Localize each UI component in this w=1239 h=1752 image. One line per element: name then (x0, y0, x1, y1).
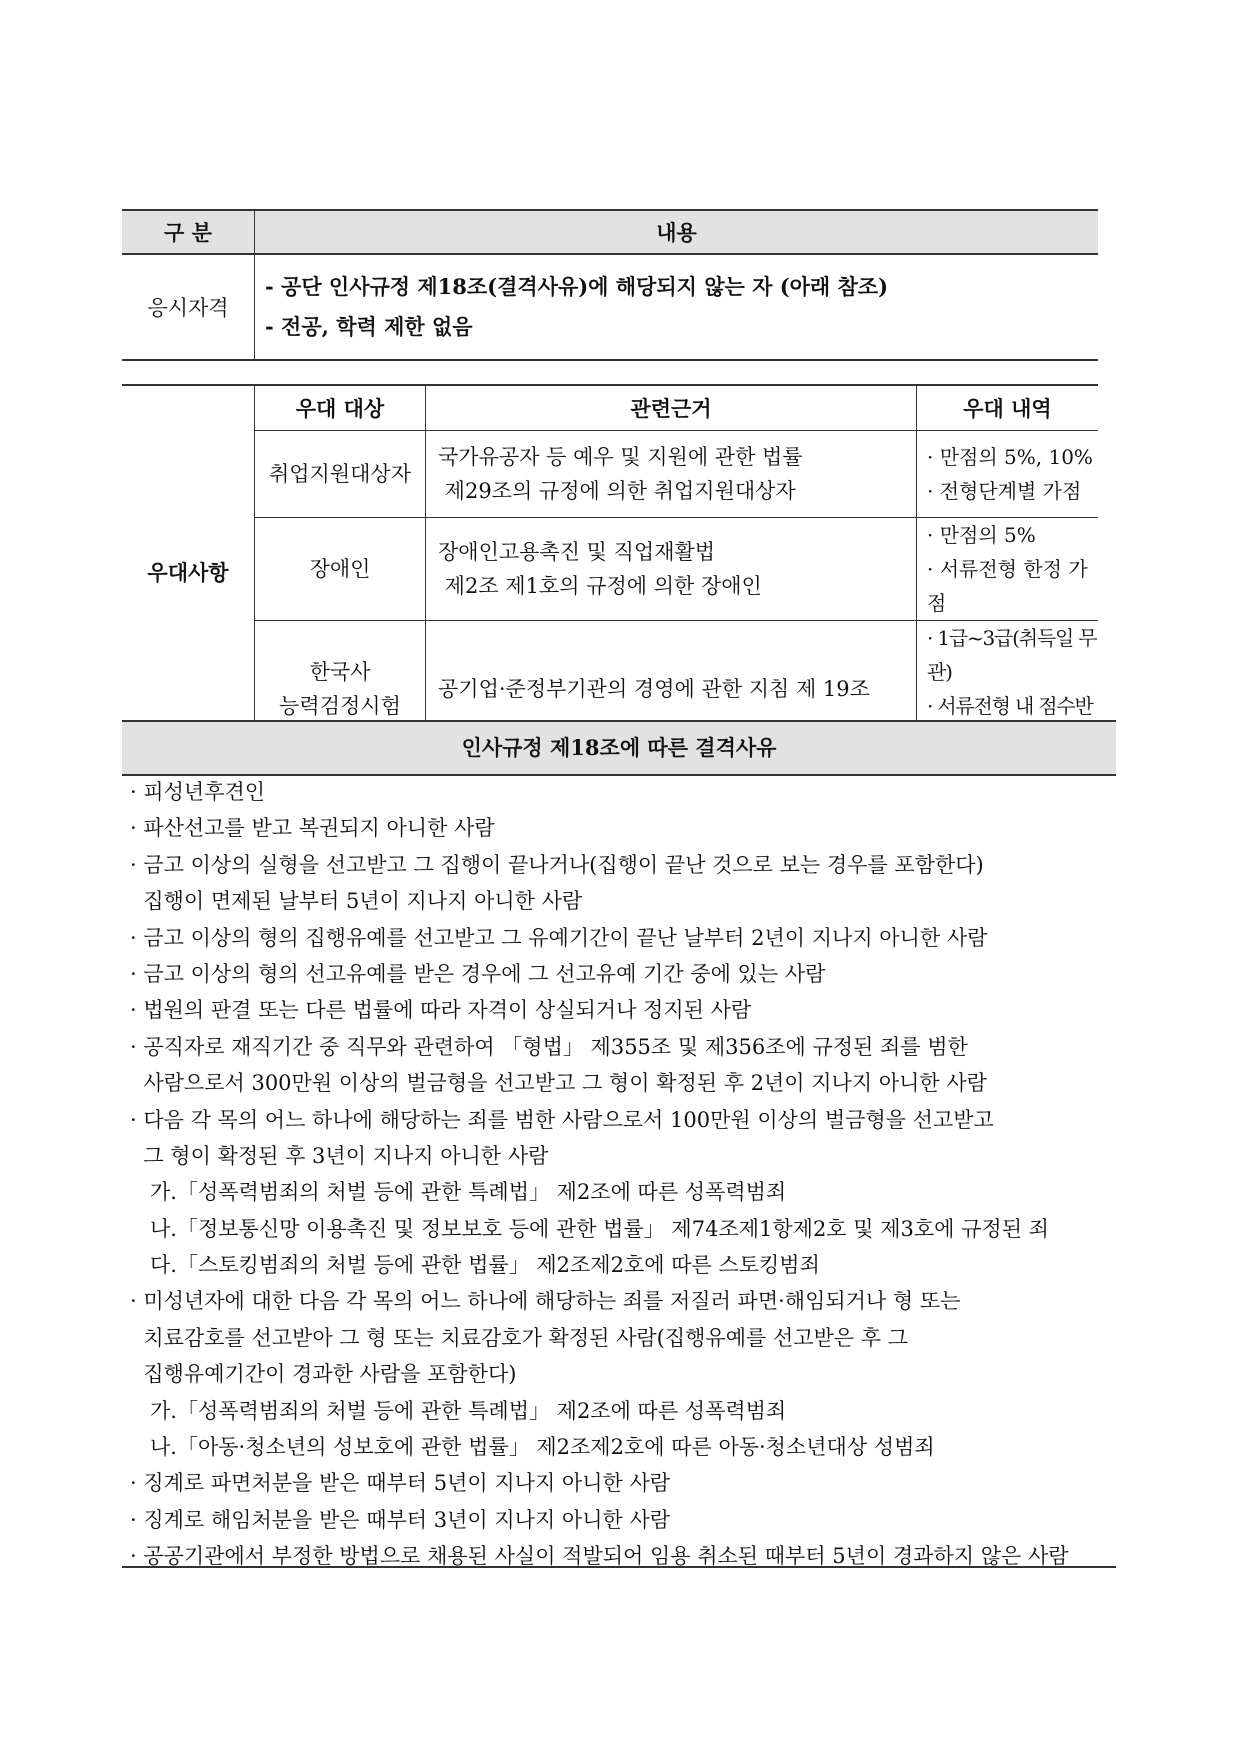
preference-label: 우대사항 (122, 385, 255, 758)
disqualification-line: · 징계로 파면처분을 받은 때부터 5년이 지나지 아니한 사람 (130, 1471, 671, 1496)
header-basis: 관련근거 (426, 385, 917, 431)
disqualification-line: · 금고 이상의 실형을 선고받고 그 집행이 끝나거나(집행이 끝난 것으로 보는 경우를 포함한다) (130, 852, 984, 877)
preference-header-row (122, 385, 1098, 431)
disqualification-line: 가.「성폭력범죄의 처벌 등에 관한 특례법」 제2조에 따른 성폭력범죄 (130, 1180, 787, 1205)
disqualification-line: · 다음 각 목의 어느 하나에 해당하는 죄를 범한 사람으로서 100만원 이상의 벌금형을 선고받고 (130, 1107, 994, 1132)
disqualification-line: · 공공기관에서 부정한 방법으로 채용된 사실이 적발되어 임용 취소된 때부터 5년이 경과하지 않은 사람 (130, 1544, 1069, 1569)
preference-detail (917, 431, 1099, 518)
preference-basis (426, 518, 917, 621)
preference-table (122, 384, 1098, 759)
disqualification-line: · 징계로 해임처분을 받은 때부터 3년이 지나지 아니한 사람 (130, 1507, 671, 1532)
preference-row (122, 518, 1098, 621)
qualification-content (255, 254, 1099, 360)
disqualification-line: 그 형이 확정된 후 3년이 지나지 아니한 사람 (130, 1143, 549, 1168)
preference-target (255, 518, 426, 621)
detail-line: · 서류전형 내 점수반 (927, 694, 1093, 718)
qualification-row (122, 254, 1098, 360)
qualification-label: 응시자격 (122, 254, 255, 360)
disqualification-line: · 금고 이상의 형의 선고유예를 받은 경우에 그 선고유예 기간 중에 있는 사람 (130, 961, 826, 986)
disqualification-title: 인사규정 제18조에 따른 결격사유 (122, 720, 1116, 776)
detail-line: · 전형단계별 가점 (927, 479, 1082, 503)
disqualification-line: 다.「스토킹범죄의 처벌 등에 관한 법률」 제2조제2호에 따른 스토킹범죄 (130, 1253, 820, 1278)
basis-line: 공기업·준정부기관의 경영에 관한 지침 제 19조 (438, 677, 870, 701)
header-category: 구 분 (122, 210, 255, 254)
detail-line: · 1급~3급(취득일 무관) (927, 626, 1097, 684)
basis-line: 국가유공자 등 예우 및 지원에 관한 법률 (438, 445, 803, 469)
detail-line: · 만점의 5%, 10% (927, 445, 1093, 469)
basis-line: 제29조의 규정에 의한 취업지원대상자 (438, 479, 796, 503)
disqualification-line: 나.「정보통신망 이용촉진 및 정보보호 등에 관한 법률」 제74조제1항제2호 및 제3호에 규정된 죄 (130, 1216, 1049, 1241)
basis-line: 장애인고용촉진 및 직업재활법 (438, 540, 716, 564)
qualification-header-row (122, 210, 1098, 254)
disqualification-line: · 금고 이상의 형의 집행유예를 선고받고 그 유예기간이 끝난 날부터 2년이 지나지 아니한 사람 (130, 925, 988, 950)
detail-line: · 서류전형 한정 가점 (927, 557, 1088, 615)
disqualification-line: · 법원의 판결 또는 다른 법률에 따라 자격이 상실되거나 정지된 사람 (130, 998, 752, 1023)
disqualification-line: 치료감호를 선고받아 그 형 또는 치료감호가 확정된 사람(집행유예를 선고받은 후 그 (130, 1325, 909, 1350)
preference-detail (917, 518, 1099, 621)
target-line: 능력검정시험 (279, 694, 401, 718)
disqualification-line: 사람으로서 300만원 이상의 벌금형을 선고받고 그 형이 확정된 후 2년이 지나지 아니한 사람 (130, 1071, 987, 1096)
target-line: 취업지원대상자 (268, 462, 411, 486)
preference-row (122, 431, 1098, 518)
target-line: 장애인 (309, 557, 371, 581)
disqualification-line: · 파산선고를 받고 복권되지 아니한 사람 (130, 816, 495, 841)
disqualification-line: 집행이 면제된 날부터 5년이 지나지 아니한 사람 (130, 889, 583, 914)
disqualification-line: · 미성년자에 대한 다음 각 목의 어느 하나에 해당하는 죄를 저질러 파면·해임되거나 형 또는 (130, 1289, 961, 1314)
target-line: 한국사 (309, 660, 371, 684)
header-target: 우대 대상 (255, 385, 426, 431)
detail-line: · 만점의 5% (927, 523, 1036, 547)
qualification-line: - 전공, 학력 제한 없음 (265, 314, 473, 339)
disqualification-line: 집행유예기간이 경과한 사람을 포함한다) (130, 1362, 517, 1387)
disqualification-line: 가.「성폭력범죄의 처벌 등에 관한 특례법」 제2조에 따른 성폭력범죄 (130, 1398, 787, 1423)
bottom-rule (122, 1566, 1116, 1568)
basis-line: 제2조 제1호의 규정에 의한 장애인 (438, 574, 762, 598)
preference-basis (426, 431, 917, 518)
disqualification-list (130, 774, 1115, 1575)
disqualification-line: 나.「아동·청소년의 성보호에 관한 법률」 제2조제2호에 따른 아동·청소년대상 성범죄 (130, 1435, 935, 1460)
disqualification-line: · 피성년후견인 (130, 780, 266, 804)
preference-target (255, 431, 426, 518)
header-detail: 우대 내역 (917, 385, 1099, 431)
header-content: 내용 (255, 210, 1099, 254)
disqualification-line: · 공직자로 재직기간 중 직무와 관련하여 「형법」 제355조 및 제356조에 규정된 죄를 범한 (130, 1034, 968, 1059)
qualification-table (122, 209, 1098, 361)
qualification-line: - 공단 인사규정 제18조(결격사유)에 해당되지 않는 자 (아래 참조) (265, 274, 889, 299)
